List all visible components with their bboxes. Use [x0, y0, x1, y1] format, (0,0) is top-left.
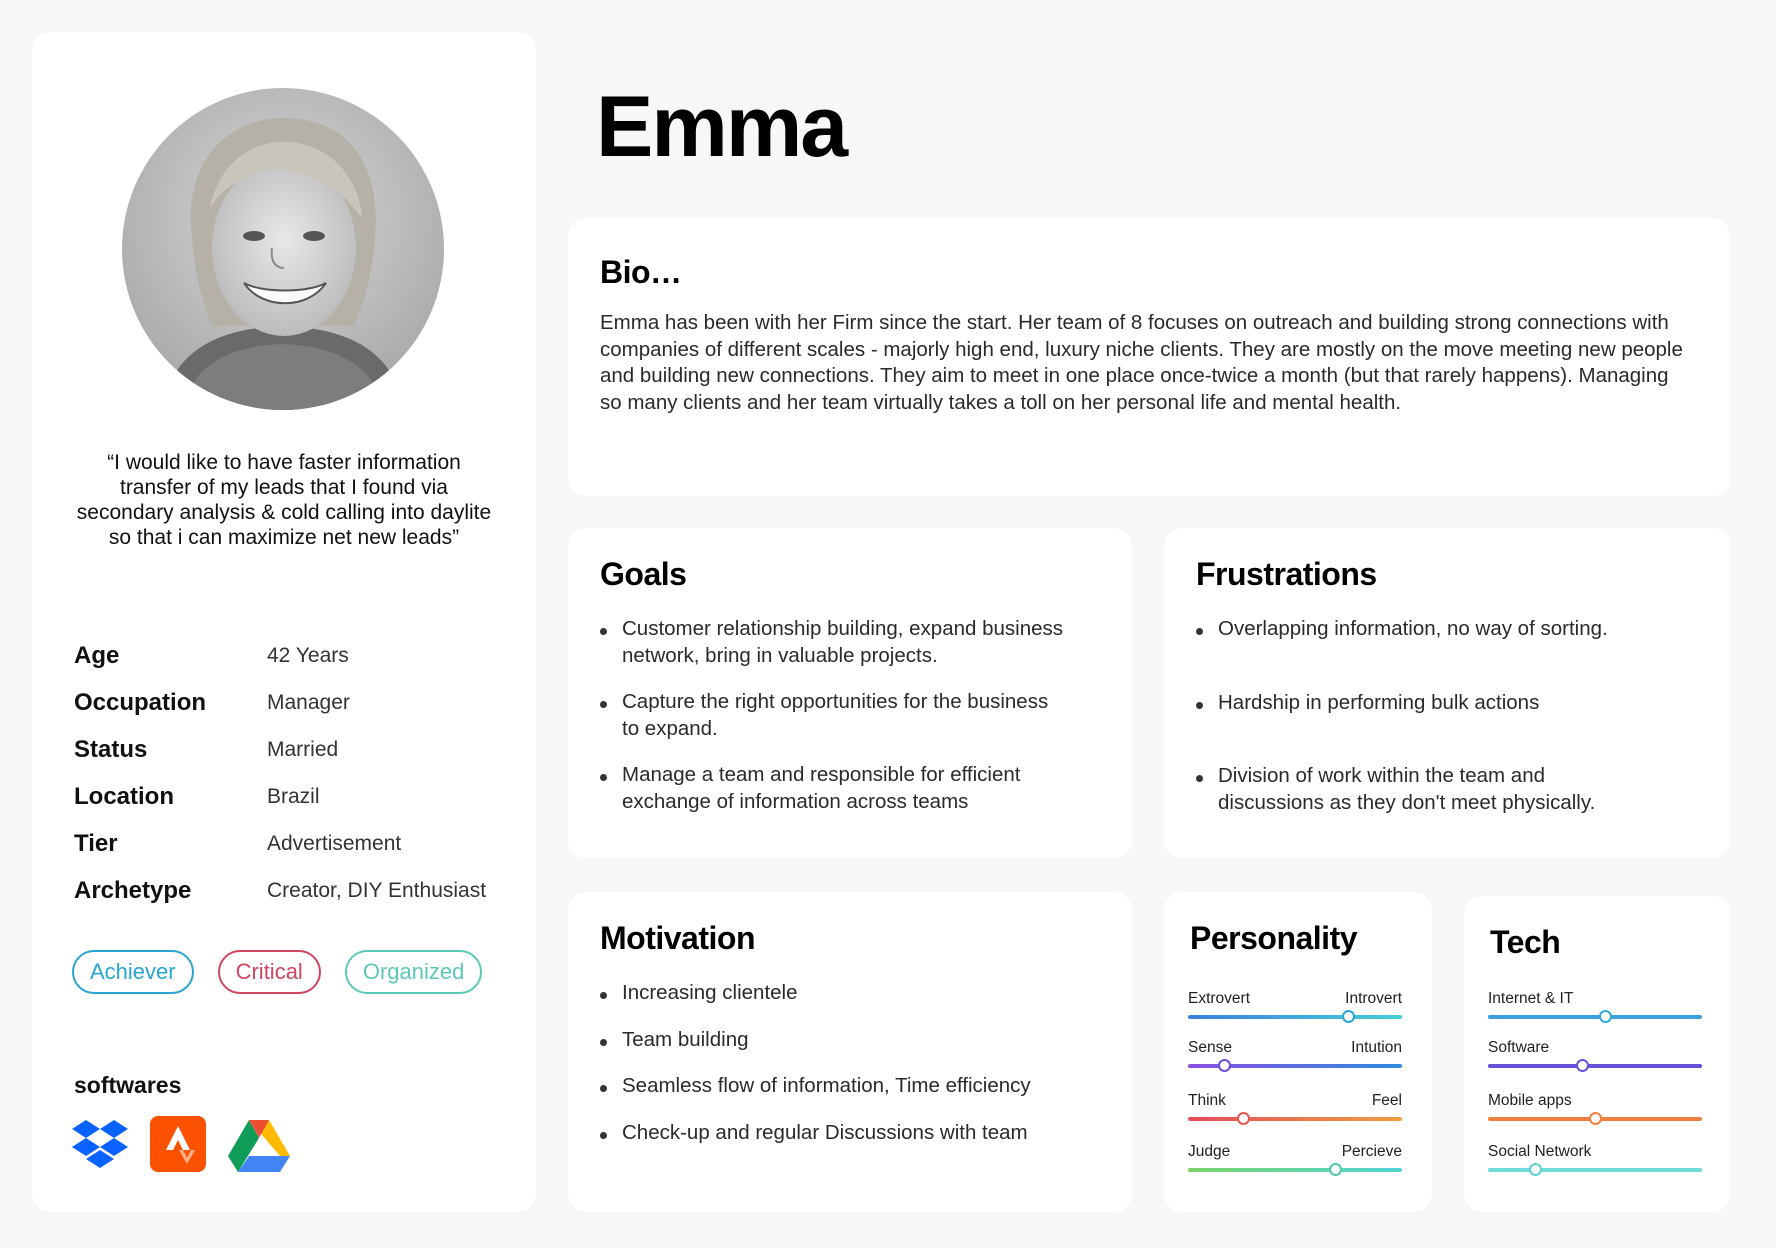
list-item: Manage a team and responsible for efficient exchange of information across teams	[600, 762, 1070, 815]
frustrations-card	[1164, 528, 1730, 858]
slider-knob	[1237, 1112, 1250, 1125]
bio-text: Emma has been with her Firm since the start. Her team of 8 focuses on outreach and building strong connections with companies of different scales - majorly high end, luxury niche clients. They are mostly on the move meeting new people and building new connections. They aim to meet in one place once-twice a month (but that rarely happens). Managing so many clients and her team virtually takes a toll on her personal life and mental health.	[600, 311, 1683, 414]
slider-track	[1488, 1064, 1702, 1068]
dropbox-icon	[72, 1116, 128, 1172]
softwares-title: softwares	[74, 1072, 182, 1098]
attribute-key: Age	[74, 641, 120, 669]
attribute-value: Manager	[267, 690, 350, 714]
list-item: Customer relationship building, expand business network, bring in valuable projects.	[600, 616, 1070, 669]
tag-achiever: Achiever	[72, 950, 194, 994]
slider-label: Social Network	[1488, 1143, 1592, 1160]
personality-title: Personality	[1190, 920, 1358, 956]
slider-knob	[1599, 1010, 1612, 1023]
slider-left-label: Judge	[1188, 1143, 1231, 1160]
software-icons	[72, 1116, 284, 1172]
attribute-key: Archetype	[74, 876, 192, 904]
attribute-row-age	[74, 632, 514, 679]
bio-title: Bio…	[600, 254, 682, 290]
slider-knob	[1329, 1163, 1342, 1176]
portrait-photo	[122, 88, 444, 410]
slider-track	[1188, 1168, 1402, 1172]
list-item: Increasing clientele	[600, 980, 1100, 1007]
profile-card	[32, 32, 536, 1212]
trait-tags	[72, 950, 482, 994]
attribute-row-archetype	[74, 867, 514, 914]
list-item: Capture the right opportunities for the business to expand.	[600, 689, 1070, 742]
slider-right-label: Feel	[1371, 1092, 1402, 1109]
list-item: Team building	[600, 1027, 1100, 1054]
attribute-row-tier	[74, 820, 514, 867]
frustrations-title: Frustrations	[1196, 556, 1377, 592]
attribute-key: Tier	[74, 829, 118, 857]
attribute-value: 42 Years	[267, 643, 349, 667]
attribute-row-location	[74, 773, 514, 820]
motivation-title: Motivation	[600, 920, 755, 956]
tech-slider	[1488, 1143, 1702, 1183]
bio-card	[568, 218, 1730, 496]
slider-track	[1188, 1117, 1402, 1121]
attribute-list	[74, 632, 514, 914]
slider-right-label: Intution	[1351, 1039, 1402, 1056]
strava-icon	[150, 1116, 206, 1172]
frustrations-list	[1196, 616, 1636, 816]
slider-label: Mobile apps	[1488, 1092, 1572, 1109]
list-item: Check-up and regular Discussions with team	[600, 1120, 1100, 1147]
tag-critical: Critical	[218, 950, 321, 994]
list-item: Seamless flow of information, Time efficiency	[600, 1073, 1100, 1100]
attribute-value: Married	[267, 737, 339, 761]
slider-left-label: Extrovert	[1188, 990, 1251, 1007]
motivation-card	[568, 892, 1132, 1212]
slider-right-label: Percieve	[1341, 1143, 1402, 1160]
slider-knob	[1576, 1059, 1589, 1072]
motivation-list	[600, 980, 1100, 1146]
attribute-row-status	[74, 726, 514, 773]
slider-track	[1188, 1015, 1402, 1019]
slider-knob	[1218, 1059, 1231, 1072]
personality-slider	[1188, 1039, 1402, 1079]
personality-slider	[1188, 1143, 1402, 1183]
personality-slider	[1188, 1092, 1402, 1132]
slider-knob	[1342, 1010, 1355, 1023]
goals-list	[600, 616, 1070, 815]
tag-organized: Organized	[345, 950, 483, 994]
attribute-key: Status	[74, 735, 148, 763]
list-item: Hardship in performing bulk actions	[1196, 690, 1636, 717]
tech-slider	[1488, 1092, 1702, 1132]
avatar	[122, 88, 444, 410]
attribute-key: Occupation	[74, 688, 207, 716]
list-item: Division of work within the team and discussions as they don't meet physically.	[1196, 763, 1636, 816]
slider-right-label: Introvert	[1345, 990, 1402, 1007]
slider-track	[1488, 1015, 1702, 1019]
tech-title: Tech	[1490, 924, 1561, 960]
slider-left-label: Sense	[1188, 1039, 1232, 1056]
persona-quote: “I would like to have faster information transfer of my leads that I found via secondary analysis & cold calling into daylite so that i can maximize net new leads”	[76, 451, 492, 549]
slider-knob	[1589, 1112, 1602, 1125]
attribute-value: Advertisement	[267, 831, 402, 855]
personality-card	[1164, 892, 1432, 1212]
goals-card	[568, 528, 1132, 858]
tech-card	[1464, 896, 1730, 1212]
personality-slider	[1188, 990, 1402, 1030]
attribute-row-occupation	[74, 679, 514, 726]
attribute-key: Location	[74, 782, 174, 810]
persona-name: Emma	[596, 79, 847, 175]
attribute-value: Creator, DIY Enthusiast	[267, 878, 487, 902]
goals-title: Goals	[600, 556, 687, 592]
google-drive-icon	[228, 1116, 284, 1172]
slider-label: Software	[1488, 1039, 1550, 1056]
slider-label: Internet & IT	[1488, 990, 1574, 1007]
slider-knob	[1529, 1163, 1542, 1176]
tech-slider	[1488, 1039, 1702, 1079]
attribute-value: Brazil	[267, 784, 320, 808]
tech-slider	[1488, 990, 1702, 1030]
list-item: Overlapping information, no way of sorting.	[1196, 616, 1636, 643]
slider-left-label: Think	[1188, 1092, 1226, 1109]
slider-track	[1488, 1168, 1702, 1172]
